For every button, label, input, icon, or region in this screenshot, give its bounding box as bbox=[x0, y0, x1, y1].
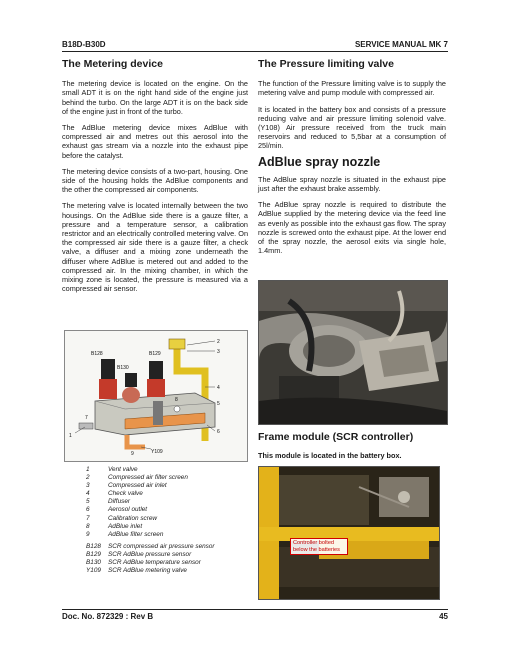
label-b130: B130 bbox=[117, 365, 129, 371]
label-num: 1 bbox=[69, 433, 72, 439]
metering-paragraph: The metering device consists of a two-part, housing. One side of the housing holds the AdBlue components and the other the compressed air components. bbox=[62, 166, 248, 195]
footer-page-number: 45 bbox=[439, 612, 448, 621]
label-num: 2 bbox=[217, 339, 220, 345]
legend-row: 9 AdBlue filter screen bbox=[86, 530, 164, 538]
engine-photo-image bbox=[259, 281, 447, 424]
controller-callout: Controller bolted below the batteries bbox=[290, 538, 348, 555]
label-num: 7 bbox=[85, 415, 88, 421]
legend-row: 3 Compressed air inlet bbox=[86, 482, 167, 490]
header-divider bbox=[62, 51, 448, 52]
spray-nozzle-title: AdBlue spray nozzle bbox=[258, 154, 381, 169]
label-y109: Y109 bbox=[151, 449, 163, 455]
legend-row: 6 Aerosol outlet bbox=[86, 506, 148, 514]
footer-doc-number: Doc. No. 872329 : Rev B bbox=[62, 612, 154, 621]
frame-module-title: Frame module (SCR controller) bbox=[258, 431, 414, 443]
battery-box-photo bbox=[258, 466, 440, 600]
label-num: 8 bbox=[175, 397, 178, 403]
metering-device-title: The Metering device bbox=[62, 58, 163, 70]
pressure-paragraph: It is located in the battery box and consists of a pressure reducing valve and air pressure limiting solenoid valve. (Y108) Air pressure received from the truck main reservoirs and reduced to 5,5bar at a consumption of 25l/min. bbox=[258, 104, 446, 151]
label-num: 3 bbox=[217, 349, 220, 355]
label-num: 9 bbox=[131, 451, 134, 457]
frame-module-note: This module is located in the battery box. bbox=[258, 451, 402, 460]
header-manual-title: SERVICE MANUAL MK 7 bbox=[354, 40, 448, 49]
nozzle-paragraph: The AdBlue spray nozzle is situated in the exhaust pipe just after the exhaust brake assembly. bbox=[258, 174, 446, 194]
metering-device-drawing bbox=[65, 331, 247, 461]
label-num: 6 bbox=[217, 429, 220, 435]
right-column bbox=[258, 60, 446, 262]
metering-paragraph: The metering valve is located internally between the two housings. On the AdBlue side there is a gauze filter, a pressure and a temperature sensor, a calibration restrictor and an electrically controlled metering valve. On the compressed air side there is a gauze filter, a check valve, a diffuser and a mixing zone underneath the diffuser where AdBlue is metered out and added to the compressed air. In the mixing chamber, in which the mixing zone is located, the pressure is measured via a compressed air sensor. bbox=[62, 201, 248, 294]
pressure-valve-title: The Pressure limiting valve bbox=[258, 58, 394, 70]
legend-row: 7 Calibration screw bbox=[86, 514, 158, 522]
legend-row: 4 Check valve bbox=[86, 490, 143, 498]
page-footer bbox=[62, 612, 448, 624]
label-b129: B129 bbox=[149, 351, 161, 357]
legend-row: 8 AdBlue inlet bbox=[86, 522, 143, 530]
diagram-legend bbox=[86, 466, 256, 575]
battery-box-image bbox=[259, 467, 439, 599]
legend-row: B129 SCR AdBlue pressure sensor bbox=[86, 550, 192, 558]
label-num: 5 bbox=[217, 401, 220, 407]
legend-row: 2 Compressed air filter screen bbox=[86, 474, 188, 482]
metering-paragraph: The AdBlue metering device mixes AdBlue with compressed air and metres out this aerosol into the exhaust gas stream via a nozzle into the exhaust pipe before the catalyst. bbox=[62, 123, 248, 160]
metering-device-diagram bbox=[64, 330, 248, 462]
pressure-paragraph: The function of the Pressure limiting valve is to supply the metering valve and pump module with compressed air. bbox=[258, 79, 446, 98]
legend-row: B130 SCR AdBlue temperature sensor bbox=[86, 559, 201, 567]
left-column bbox=[62, 60, 248, 300]
label-num: 4 bbox=[217, 385, 220, 391]
nozzle-paragraph: The AdBlue spray nozzle is required to distribute the AdBlue supplied by the metering device via the feed line as evenly as possible into the exhaust gas flow. The spray nozzle is screwed onto the exhaust pipe. At the lower end of the spray nozzle, the aerosol exits via single hole, 1.4mm. bbox=[258, 200, 446, 256]
legend-row: 5 Diffuser bbox=[86, 498, 131, 506]
legend-row: 1 Vent valve bbox=[86, 466, 138, 473]
header-model: B18D-B30D bbox=[62, 40, 106, 49]
label-b128: B128 bbox=[91, 351, 103, 357]
metering-paragraph: The metering device is located on the engine. On the small ADT it is on the right hand side of the engine just behind the turbo. On the large ADT it is on the back side of the engine just in front of the turbo. bbox=[62, 79, 248, 116]
legend-row: B128 SCR compressed air pressure sensor bbox=[86, 542, 215, 550]
footer-divider bbox=[62, 609, 448, 610]
legend-row: Y109 SCR AdBlue metering valve bbox=[86, 567, 187, 575]
spray-nozzle-photo bbox=[258, 280, 448, 425]
